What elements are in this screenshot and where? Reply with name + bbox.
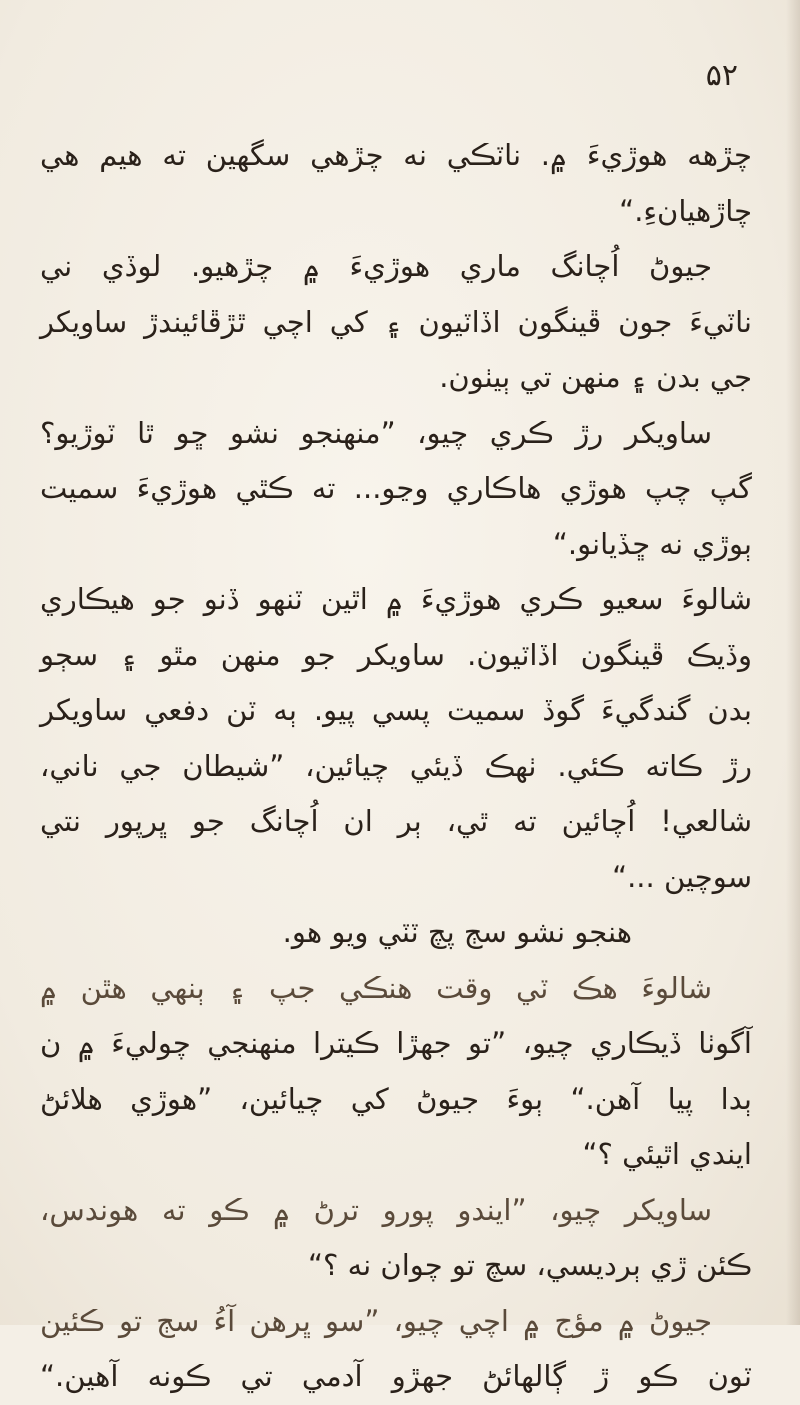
text-line: جي بدن ۽ منهن تي ٻيٺون. xyxy=(439,360,752,394)
text-line: چڙهه هوڙيءَ ۾. ناٽڪي نه چڙهي سگهين ته هيم هي xyxy=(40,138,752,172)
text-line: شالوءَ سعيو ڪري هوڙيءَ ۾ اٿين ٽنهو ڏنو جو هيڪاري xyxy=(40,582,752,616)
text-line: گپ چپ هوڙي هاڪاري وڃو... ته ڪٿي هوڙيءَ سميت xyxy=(40,471,752,505)
text-line: هنجو نشو سڄ پچ ٽٽي ويو هو. xyxy=(282,915,632,949)
text-line: چاڙهيانءِ.“ xyxy=(619,193,752,228)
text-line: جيوڻ اُچانگ ماري هوڙيءَ ۾ چڙهيو. لوڏي ني xyxy=(40,249,712,283)
page-text-block xyxy=(40,128,752,1405)
text-line: وڏيڪ ڦينگون اڏاٽيون. ساويکر جو منهن مٿو ۽ سڄو xyxy=(40,637,752,672)
text-line: ساويکر رڙ ڪري چيو، ”منهنجو نشو ڇو ٿا ٽوڙيو؟ xyxy=(40,415,712,450)
text-line: ساويکر چيو، ”ايندو پورو ترڻ ۾ ڪو ته هوندس، xyxy=(40,1192,712,1227)
text-line: بدن گندگيءَ گوڏ سميت پسي پيو. ٻه ٽن دفعي ساويکر xyxy=(40,693,752,727)
text-line: رڙ ڪاته ڪئي. ٺهڪ ڏيئي چيائين، ”شيطان جي ناني، xyxy=(40,748,752,783)
text-line: آگوٺا ڏيڪاري چيو، ”تو جهڙا ڪيترا منهنجي چوليءَ ۾ ن xyxy=(40,1026,752,1060)
text-line: ايندي اٿيئي ؟“ xyxy=(582,1137,752,1171)
text-line: ناٽيءَ جون ڦينگون اڏاٽيون ۽ کي اچي ٿڙڦائيندڙ ساويکر xyxy=(40,304,752,339)
text-line: ڪئن ڙي ٻرديسي، سچ تو چوان نه ؟“ xyxy=(307,1248,752,1282)
page-edge-shadow xyxy=(786,0,800,1325)
text-line: شالعي! اُچائين ته ٿي، ٻر ان اُچانگ جو ڀرپور نتي xyxy=(40,804,752,838)
text-line: ٻدا پيا آهن.“ ٻوءَ جيوڻ کي چيائين، ”هوڙي هلائڻ xyxy=(40,1081,752,1116)
text-line: ٽون ڪو ڙ ڳالهائڻ جهڙو آدمي تي ڪونه آهين.“ xyxy=(40,1359,752,1393)
text-line: ٻوڙي نه ڇڏيانو.“ xyxy=(552,526,752,561)
text-line: جيوڻ ۾ مؤج ۾ اچي چيو، ”سو ڀرهن آءُ سڄ تو ڪئين xyxy=(40,1303,712,1338)
text-line: شالوءَ هڪ ٽي وقت هنڪي جپ ۽ ٻنهي هٿن ۾ xyxy=(40,970,712,1005)
page-number: ۵۲ xyxy=(705,58,738,93)
text-line: سوچين ...“ xyxy=(612,859,752,894)
